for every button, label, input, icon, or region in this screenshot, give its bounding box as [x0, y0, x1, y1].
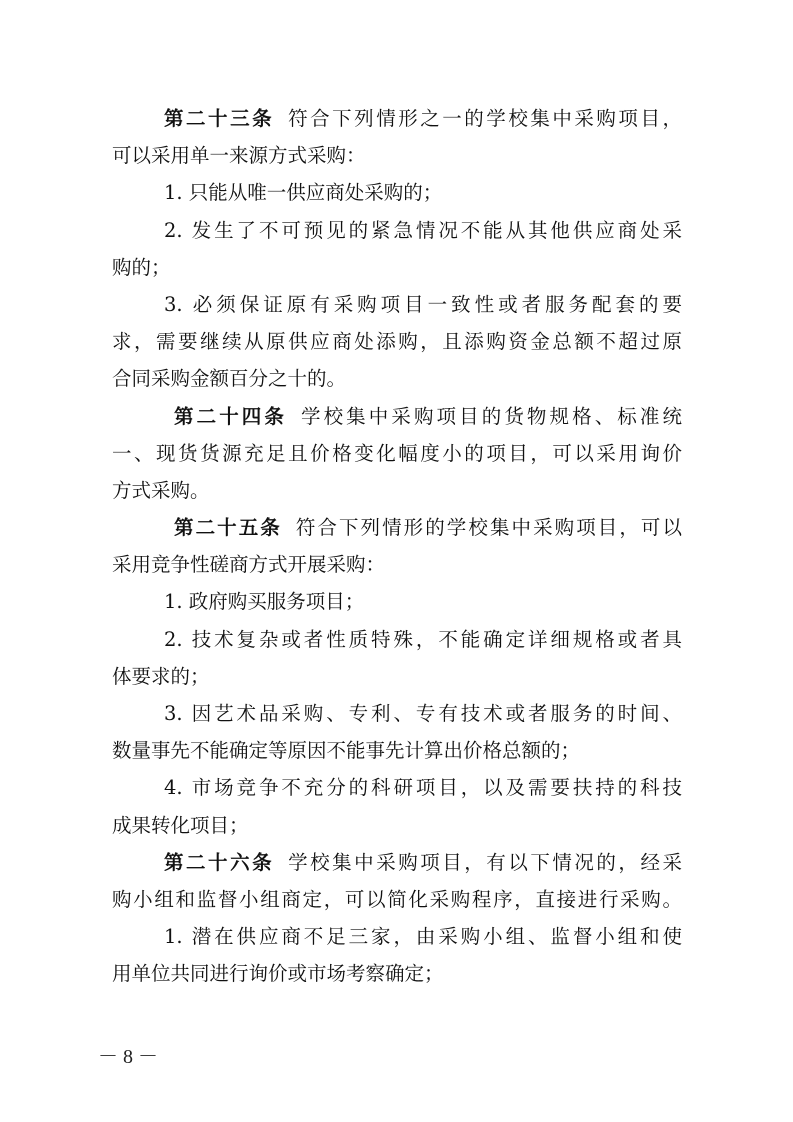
article-23-item-2-line-2: 购的；: [112, 255, 171, 279]
article-26-heading: 第二十六条: [164, 850, 275, 874]
article-26-item-1-line-2: 用单位共同进行询价或市场考察确定；: [112, 962, 444, 986]
article-24-heading: 第二十四条: [174, 404, 287, 428]
article-23-line-2: 可以采用单一来源方式采购：: [112, 144, 366, 168]
article-24-text: 学校集中采购项目的货物规格、标准统: [300, 404, 682, 428]
document-body: [112, 100, 682, 993]
article-23-item-1: 1. 只能从唯一供应商处采购的；: [164, 181, 443, 205]
page-number: － 8 －: [98, 1046, 158, 1068]
article-24-line-1: [112, 398, 682, 435]
article-25-item-4-line-1: 4. 市场竞争不充分的科研项目，以及需要扶持的科技: [164, 776, 682, 800]
article-25-item-3-line-1: 3. 因艺术品采购、专利、专有技术或者服务的时间、: [164, 702, 682, 725]
article-25-line-2: 采用竞争性磋商方式开展采购：: [112, 553, 386, 577]
article-25-item-3-line-2: 数量事先不能确定等原因不能事先计算出价格总额的；: [112, 739, 581, 763]
article-25-item-2-line-1: 2. 技术复杂或者性质特殊，不能确定详细规格或者具: [164, 627, 682, 651]
article-25-line-1: [112, 509, 682, 546]
article-23-item-2-line-1: 2. 发生了不可预见的紧急情况不能从其他供应商处采: [164, 218, 682, 242]
article-25-text: 符合下列情形的学校集中采购项目，可以: [295, 516, 682, 540]
article-25-heading: 第二十五条: [174, 516, 282, 540]
article-23-item-3-line-2: 求，需要继续从原供应商处添购，且添购资金总额不超过原: [112, 330, 682, 354]
article-24-line-2: 一、现货货源充足且价格变化幅度小的项目，可以采用询价: [112, 441, 682, 465]
article-23-item-3-line-1: 3. 必须保证原有采购项目一致性或者服务配套的要: [164, 292, 682, 316]
article-23-item-3-line-3: 合同采购金额百分之十的。: [112, 367, 347, 391]
article-23-heading: 第二十三条: [164, 107, 275, 130]
article-23-text: 符合下列情形之一的学校集中采购项目，: [288, 107, 682, 130]
article-26-line-1: [112, 844, 682, 881]
article-26-line-2: 购小组和监督小组商定，可以简化采购程序，直接进行采购。: [112, 887, 682, 911]
article-26-item-1-line-1: 1. 潜在供应商不足三家，由采购小组、监督小组和使: [164, 925, 682, 949]
article-25-item-1: 1. 政府购买服务项目；: [164, 590, 365, 614]
article-24-line-3: 方式采购。: [112, 478, 210, 502]
article-23-line-1: [112, 100, 682, 137]
article-25-item-2-line-2: 体要求的；: [112, 664, 210, 688]
article-25-item-4-line-2: 成果转化项目；: [112, 813, 249, 837]
article-26-text: 学校集中采购项目，有以下情况的，经采: [288, 850, 682, 874]
